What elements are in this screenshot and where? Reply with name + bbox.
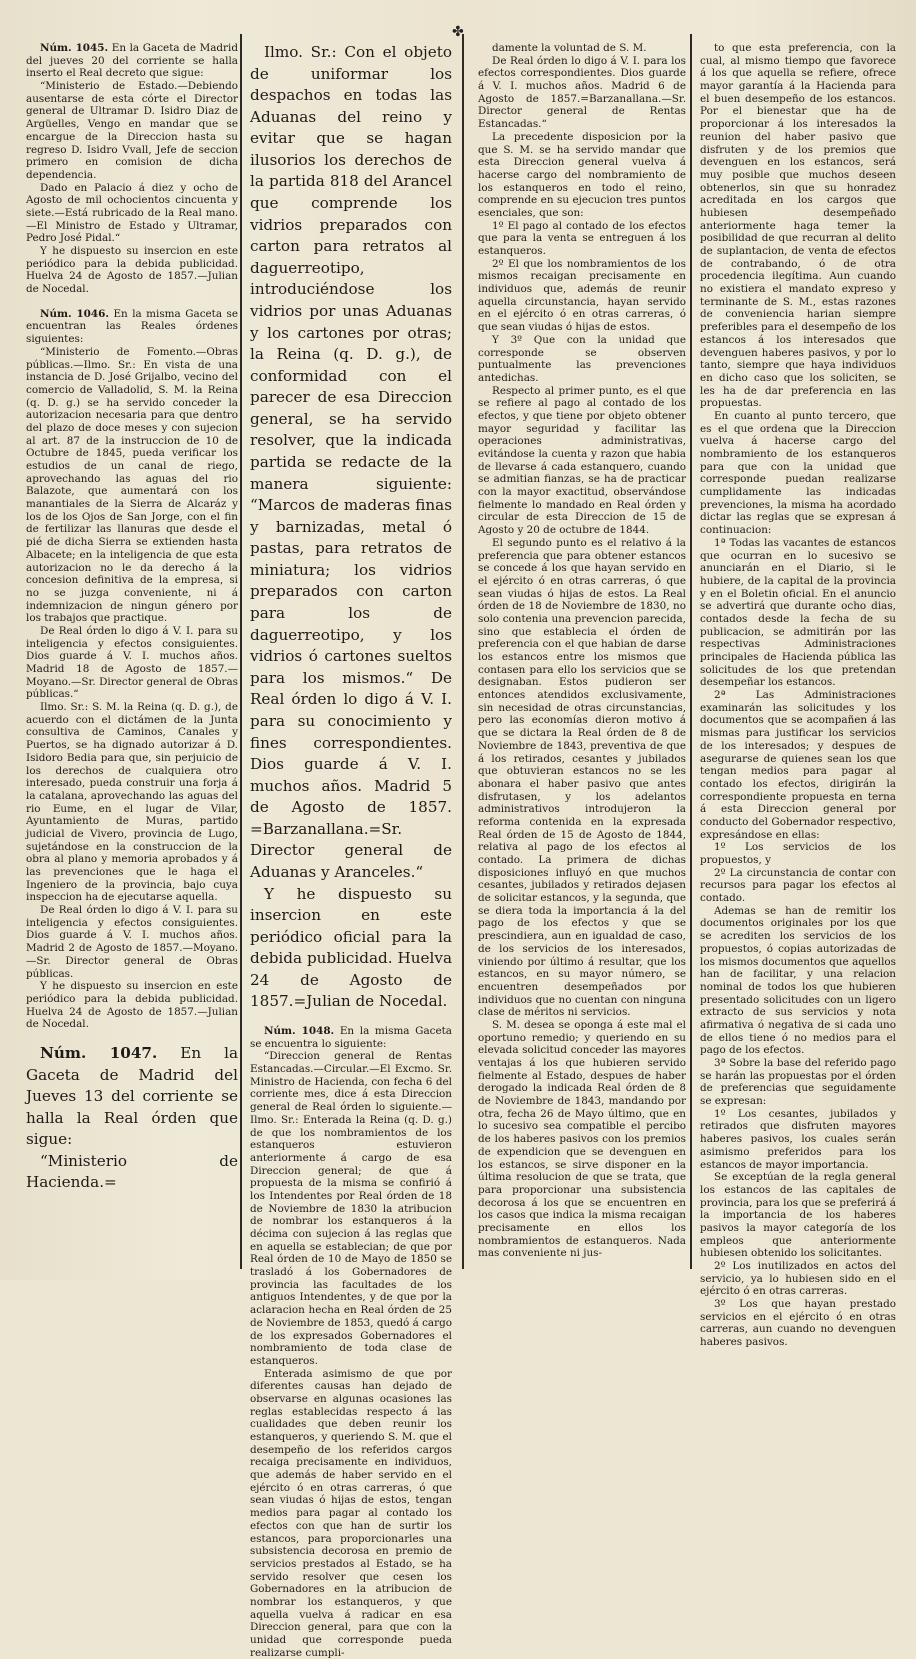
paragraph-text: “Ministerio de Fomento.—Obras públicas.—Ilmo. Sr.: En vista de una instancia de D. José Grijalbo, vecino del comercio de Valladolid, S. M. la Reina (q. D. g.) se ha servido conceder la autorizacion necesaria para que dentro del plazo de doce meses y con sujecion al art. 87 de la instruccion de 10 de Octubre de 1845, pueda verificar los estudios de un canal de riego, aprovechando las aguas del rio Balazote, que aumentará con los manantiales de la Sierra de Alcaráz y los de los Ojos de San Jorge, con el fin de fertilizar las llanuras que desde el pié de dicha Sierra se extienden hasta Albacete; en la inteligencia de que esta autorizacion no le da derecho á la concesion definitiva de la empresa, si no se juzga conveniente, ni á indemnizacion de ningun género por los trabajos que practique. — [26, 345, 238, 625]
column-rule — [240, 34, 242, 1269]
paragraph-text: 1º El pago al contado de los efectos que para la venta se entreguen á los estanqueros. — [478, 219, 686, 257]
paragraph-text: to que esta preferencia, con la cual, al mismo tiempo que favorece á los que aquella se refiere, ofrece mayor garantía á la Hacienda para el buen desempeño de los estancos. Por el bienestar que ha de proporcionar á los interesados la reunion del haber pasivo que disfruten y de los premios que devenguen en los estancos, será muy posible que muchos deseen obtenerlos, sin que su honradez acreditada en los cargos que hubiesen desempeñado anteriormente haga temer la posibilidad de que recurran al delito de suplantacion, de venta de efectos de contrabando, ó de otra procedencia ilegítima. Aun cuando no existiera el mandato expreso y terminante de S. M., estas razones de conveniencia harian siempre preferibles para el desempeño de los estancos á los interesados que devenguen haberes pasivos, y por lo tanto, siempre que haya individuos en dicho caso que los soliciten, se les ha de dar preferencia en las propuestas. — [700, 42, 896, 410]
article-paragraph — [478, 334, 686, 385]
article-paragraph — [478, 42, 686, 55]
paragraph-text: Se exceptúan de la regla general los estancos de las capitales de provincia, para los que se preferirá á la importancia de los haberes pasivos la mayor categoría de los empleos que anteriormente hubiesen obtenido los solicitantes. — [700, 1171, 896, 1260]
article-paragraph — [26, 1151, 238, 1194]
paragraph-text: 2º La circunstancia de contar con recursos para pagar los efectos al contado. — [700, 866, 896, 905]
article-paragraph — [26, 346, 238, 625]
paragraph-text: 3º Los que hayan prestado servicios en el ejército ó en otras carreras, aun cuando no devenguen haberes pasivos. — [700, 1298, 896, 1349]
paragraph-text: damente la voluntad de S. M. — [492, 42, 647, 54]
paragraph-text: Respecto al primer punto, es el que se refiere al pago al contado de los efectos, y que tiene por objeto obtener mayor seguridad y facilitar las operaciones administrativas, evitándose la cuenta y razon que habia de llevarse á cada estanquero, cuando se admitian fianzas, se ha de practicar con la mayor exactitud, observándose fielmente lo mandado en Real órden y circular de esta Direccion de 15 de Agosto y 20 de octubre de 1844. — [478, 384, 686, 537]
paragraph-text: Y he dispuesto su insercion en este periódico oficial para la debida publicidad. Huelva 24 de Agosto de 1857.=Julian de Nocedal. — [250, 884, 452, 1011]
paragraph-text: 1º Los servicios de los propuestos, y — [700, 841, 896, 866]
article-paragraph — [700, 1108, 896, 1171]
article-paragraph — [26, 308, 238, 346]
article-block — [250, 1025, 452, 1659]
article-paragraph — [700, 1298, 896, 1349]
paragraph-text: De Real órden lo digo á V. I. para su inteligencia y efectos consiguientes. Dios guarde á V. I. muchos años. Madrid 18 de Agosto de 1857.—Moyano.—Sr. Director general de Obras públicas.“ — [26, 624, 238, 701]
article-paragraph — [26, 42, 238, 80]
column-2 — [250, 42, 452, 1659]
column-1 — [26, 42, 238, 1267]
article-paragraph — [250, 884, 452, 1013]
paragraph-text: Y 3º Que con la unidad que corresponde se observen puntualmente las prevenciones antedichas. — [478, 333, 686, 384]
article-paragraph — [478, 385, 686, 537]
article-paragraph — [26, 625, 238, 701]
article-paragraph — [26, 904, 238, 980]
article-paragraph — [26, 1043, 238, 1151]
paragraph-text: De Real órden lo digo á V. I. para los efectos correspondientes. Dios guarde á V. I. muchos años. Madrid 6 de Agosto de 1857.=Barzanallana.—Sr. Director general de Rentas Estancadas.“ — [478, 54, 686, 131]
paragraph-text: “Ministerio de Hacienda.= — [26, 1151, 238, 1192]
article-paragraph — [700, 841, 896, 866]
article-paragraph — [700, 42, 896, 410]
paragraph-text: Ilmo. Sr.: Con el objeto de uniformar los despachos en todas las Aduanas del reino y evitar que se hagan ilusorios los derechos de la partida 818 del Arancel que comprende los vidrios preparados con carton para retratos al daguerreotipo, introduciéndose los vidrios por unas Aduanas y los cartones por otras; la Reina (q. D. g.), de conformidad con el parecer de esa Direccion general, se ha servido resolver, que la indicada partida se redacte de la manera siguiente: “Marcos de maderas finas y barnizadas, metal ó pastas, para retratos de miniatura; los vidrios preparados con carton para los de daguerreotipo, y los vidrios ó cartones sueltos para los mismos.“ De Real órden lo digo á V. I. para su conocimiento y fines correspondientes. Dios guarde á V. I. muchos años. Madrid 5 de Agosto de 1857. =Barzanallana.=Sr. Director general de Aduanas y Aranceles.“ — [250, 43, 452, 881]
article-paragraph — [478, 537, 686, 1019]
column-4 — [700, 42, 896, 1349]
paragraph-text: Y he dispuesto su insercion en este periódico para la debida publicidad. Huelva 24 de Agosto de 1857.—Julian de Nocedal. — [26, 245, 238, 296]
article-block — [26, 1043, 238, 1194]
article-block — [700, 42, 896, 1349]
paragraph-text: El segundo punto es el relativo á la preferencia que para obtener estancos se concede á los que hayan servido en el ejército ó en otras carreras, ó que sean viudas ó hijas de estos. La Real órden de 18 de Noviembre de 1830, no solo contenia una prevencion parecida, sino que establecia el órden de preferencia con el que habian de darse los estancos entre los mismos que contasen para ello los servicios que se designaban. Estos pudieron ser entonces atendidos exclusivamente, sin necesidad de otras circunstancias, pero las economías dieron motivo á que se dictara la Real órden de 8 de Noviembre de 1843, preventiva de que á los retirados, cesantes y jubilados que obtuvieran estancos no se les abonara el haber pasivo que antes disfrutasen, y los adelantos administrativos introdujeron la reforma contenida en la expresada Real órden de 15 de Agosto de 1844, relativa al pago de los efectos al contado. La primera de dichas disposiciones influyó en que muchos cesantes, jubilados y retirados dejasen de solicitar estancos, y la segunda, que se diera toda la importancia á la del pago de los efectos y que se prescindiera, aun en igualdad de caso, de los servicios de los interesados, viniendo por último á resultar, que los estancos, en su mayor número, se encuentren desempeñados por individuos que no cuentan con ninguna clase de méritos ni servicios. — [478, 536, 686, 1019]
article-paragraph — [700, 905, 896, 1057]
paragraph-text: 2º Los inutilizados en actos del servicio, ya lo hubiesen sido en el ejército ó en otras carreras. — [700, 1260, 896, 1298]
article-paragraph — [700, 689, 896, 841]
paragraph-text: S. M. desea se oponga á este mal el oportuno remedio; y queriendo en su elevada solicitud conceder las mayores ventajas á los que hubieren servido fielmente al Estado, despues de haber derogado la indicada Real órden de 8 de Noviembre de 1843, mandando por otra, fecha 26 de Mayo último, que en lo sucesivo sea compatible el percibo de los haberes pasivos con los premios de expendicion que se devenguen en los estancos, se sirve disponer en la última resolucion de que se trata, que para proporcionar una subsistencia decorosa á los que se encuentren en los casos que indica la misma recaigan precisamente en ellos los nombramientos de estanqueros. Nada mas conveniente ni jus- — [478, 1018, 686, 1260]
article-paragraph — [700, 410, 896, 537]
article-block — [250, 42, 452, 1013]
article-block — [26, 42, 238, 296]
paragraph-text: “Ministerio de Estado.—Debiendo ausentarse de esta córte el Director general de Ultramar D. Isidro Diaz de Argüelles, Vengo en mandar que se encargue de la Direccion hasta su regreso D. Isidro Vvall, Jefe de seccion primero en comision de dicha dependencia. — [26, 80, 238, 181]
article-paragraph — [26, 182, 238, 245]
article-paragraph — [478, 55, 686, 131]
paragraph-text: 2ª Las Administraciones examinarán las solicitudes y los documentos que se acompañen á las mismas para justificar los servicios de los interesados; y despues de asegurarse de quienes sean los que tengan medios para pagar al contado los efectos, dirigirán la correspondiente propuesta en terna á esta Direccion general por conducto del Gobernador respectivo, expresándose en ellas: — [700, 689, 896, 841]
article-number: Núm. 1047. — [40, 1043, 158, 1062]
page-ornament: ✤ — [452, 24, 464, 40]
paragraph-text: 2º El que los nombramientos de los mismos recaigan precisamente en individuos que, además de reunir aquella circunstancia, hayan servido en el ejército ó en otras carreras, ó que sean viudas ó hijas de estos. — [478, 257, 686, 334]
article-paragraph — [478, 258, 686, 334]
paragraph-text: En cuanto al punto tercero, que es el que ordena que la Direccion vuelva á hacerse cargo del nombramiento de los estanqueros para que con la unidad que corresponde puedan realizarse cumplidamente las indicadas prevenciones, la misma ha acordado dictar las reglas que se expresan á continuacion: — [700, 409, 896, 537]
article-number: Núm. 1046. — [40, 307, 109, 320]
article-paragraph — [250, 1368, 452, 1659]
paragraph-text: De Real órden lo digo á V. I. para su inteligencia y efectos consiguientes. Dios guarde á V. I. muchos años. Madrid 2 de Agosto de 1857.—Moyano.—Sr. Director general de Obras públicas. — [26, 904, 238, 980]
paragraph-text: La precedente disposicion por la que S. M. se ha servido mandar que esta Direccion general vuelva á hacerse cargo del nombramiento de los estanqueros en todo el reino, comprende en su ejecucion tres puntos esenciales, que son: — [478, 130, 686, 219]
article-paragraph — [250, 1025, 452, 1050]
article-block — [26, 308, 238, 1031]
paragraph-text: En la misma Gaceta se encuentran las Reales órdenes siguientes: — [26, 307, 238, 346]
article-paragraph — [26, 245, 238, 296]
column-3 — [478, 42, 686, 1267]
article-number: Núm. 1048. — [264, 1025, 335, 1038]
article-paragraph — [478, 131, 686, 220]
article-paragraph — [478, 220, 686, 258]
paragraph-text: Dado en Palacio á diez y ocho de Agosto de mil ochocientos cincuenta y siete.—Está rubricado de la Real mano.—El Ministro de Estado y Ultramar, Pedro José Pidal.“ — [26, 181, 238, 245]
article-paragraph — [700, 537, 896, 689]
paragraph-text: 1ª Todas las vacantes de estancos que ocurran en lo sucesivo se anunciarán en el Diario, si le hubiere, de la capital de la provincia y en el Boletin oficial. En el anuncio se advertirá que durante ocho dias, contados desde la fecha de su publicacion, se admitirán por las respectivas Administraciones principales de Hacienda pública las solicitudes de los que pretendan desempeñar los estancos. — [700, 536, 896, 689]
paragraph-text: Enterada asimismo de que por diferentes causas han dejado de observarse en algunas ocasiones las reglas establecidas respecto á las cualidades que deben reunir los estanqueros, y queriendo S. M. que el desempeño de los referidos cargos recaiga precisamente en individuos, que además de haber servido en el ejército ó en otras carreras, ó que sean viudas ó hijas de estos, tengan medios para pagar al contado los efectos con que han de surtir los estancos, para proporcionarles una subsistencia decorosa en premio de servicios prestados al Estado, se ha servido resolver que cesen los Gobernadores en la atribucion de nombrar los estanqueros, y que aquella vuelva á radicar en esa Direccion general, para que con la unidad que corresponde pueda realizarse cumpli- — [250, 1367, 452, 1659]
paragraph-text: 3ª Sobre la base del referido pago se harán las propuestas por el órden de preferencias que seguidamente se expresan: — [700, 1057, 896, 1108]
article-paragraph — [250, 42, 452, 884]
paragraph-text: 1º Los cesantes, jubilados y retirados que disfruten mayores haberes pasivos, los cuales serán asimismo preferidos para los estancos de mayor importancia. — [700, 1107, 896, 1171]
article-block — [478, 42, 686, 1260]
article-paragraph — [26, 980, 238, 1031]
article-paragraph — [26, 80, 238, 182]
paragraph-text: Ilmo. Sr.: S. M. la Reina (q. D. g.), de acuerdo con el dictámen de la Junta consultiva de Caminos, Canales y Puertos, se ha dignado autorizar á D. Isidoro Bedia para que, sin perjuicio de los derechos de cualquiera otro interesado, pueda construir una forja á la catalana, aprovechando las aguas del rio Eume, en el lugar de Vilar, Ayuntamiento de Muras, partido judicial de Vivero, provincia de Lugo, sujetándose en la construccion de la obra al plano y memoria aprobados y á las prevenciones que le haga el Ingeniero de la provincia, bajo cuya inspeccion ha de ejecutarse aquella. — [26, 701, 238, 904]
paragraph-text: En la Gaceta de Madrid del jueves 20 del corriente se halla inserto el Real decreto que sigue: — [26, 42, 238, 80]
article-paragraph — [700, 1057, 896, 1108]
paragraph-text: Y he dispuesto su insercion en este periódico para la debida publicidad. Huelva 24 de Agosto de 1857.—Julian de Nocedal. — [26, 980, 238, 1031]
article-paragraph — [26, 701, 238, 904]
article-paragraph — [250, 1050, 452, 1367]
article-paragraph — [700, 1171, 896, 1260]
paragraph-text: “Direccion general de Rentas Estancadas.—Circular.—El Excmo. Sr. Ministro de Hacienda, con fecha 6 del corriente mes, dice á esta Direccion general de Real órden lo siguiente.—Ilmo. Sr.: Enterada la Reina (q. D. g.) de que los nombramientos de los estanqueros estuvieron anteriormente á cargo de esa Direccion general; de que á propuesta de la misma se confirió á los Intendentes por Real órden de 18 de Noviembre de 1830 la atribucion de nombrar los estanqueros á la décima con sujecion á las reglas que en aquella se establecian; de que por Real órden de 10 de Mayo de 1850 se trasladó á los Gobernadores de provincia las facultades de los antiguos Intendentes, y de que por la aclaracion hecha en Real órden de 25 de Noviembre de 1853, quedó á cargo de los expresados Gobernadores el nombramiento de toda clase de estanqueros. — [250, 1050, 452, 1367]
paragraph-text: En la misma Gaceta se encuentra lo siguiente: — [250, 1025, 452, 1050]
article-paragraph — [700, 867, 896, 905]
column-rule — [462, 34, 464, 1269]
article-paragraph — [478, 1019, 686, 1260]
paragraph-text: En la Gaceta de Madrid del Jueves 13 del corriente se halla la Real órden que sigue: — [26, 1043, 238, 1149]
article-number: Núm. 1045. — [40, 42, 109, 54]
article-paragraph — [700, 1260, 896, 1298]
paragraph-text: Ademas se han de remitir los documentos originales por los que se acrediten los servicios de los propuestos, ó copias autorizadas de los mismos documentos que aquellos han de facilitar, y una relacion nominal de todos los que hubieren presentado solicitudes con un ligero extracto de sus servicios y nota afirmativa ó negativa de si cada uno de ellos tiene ó no medios para el pago de los efectos. — [700, 904, 896, 1057]
column-rule — [690, 34, 692, 1269]
